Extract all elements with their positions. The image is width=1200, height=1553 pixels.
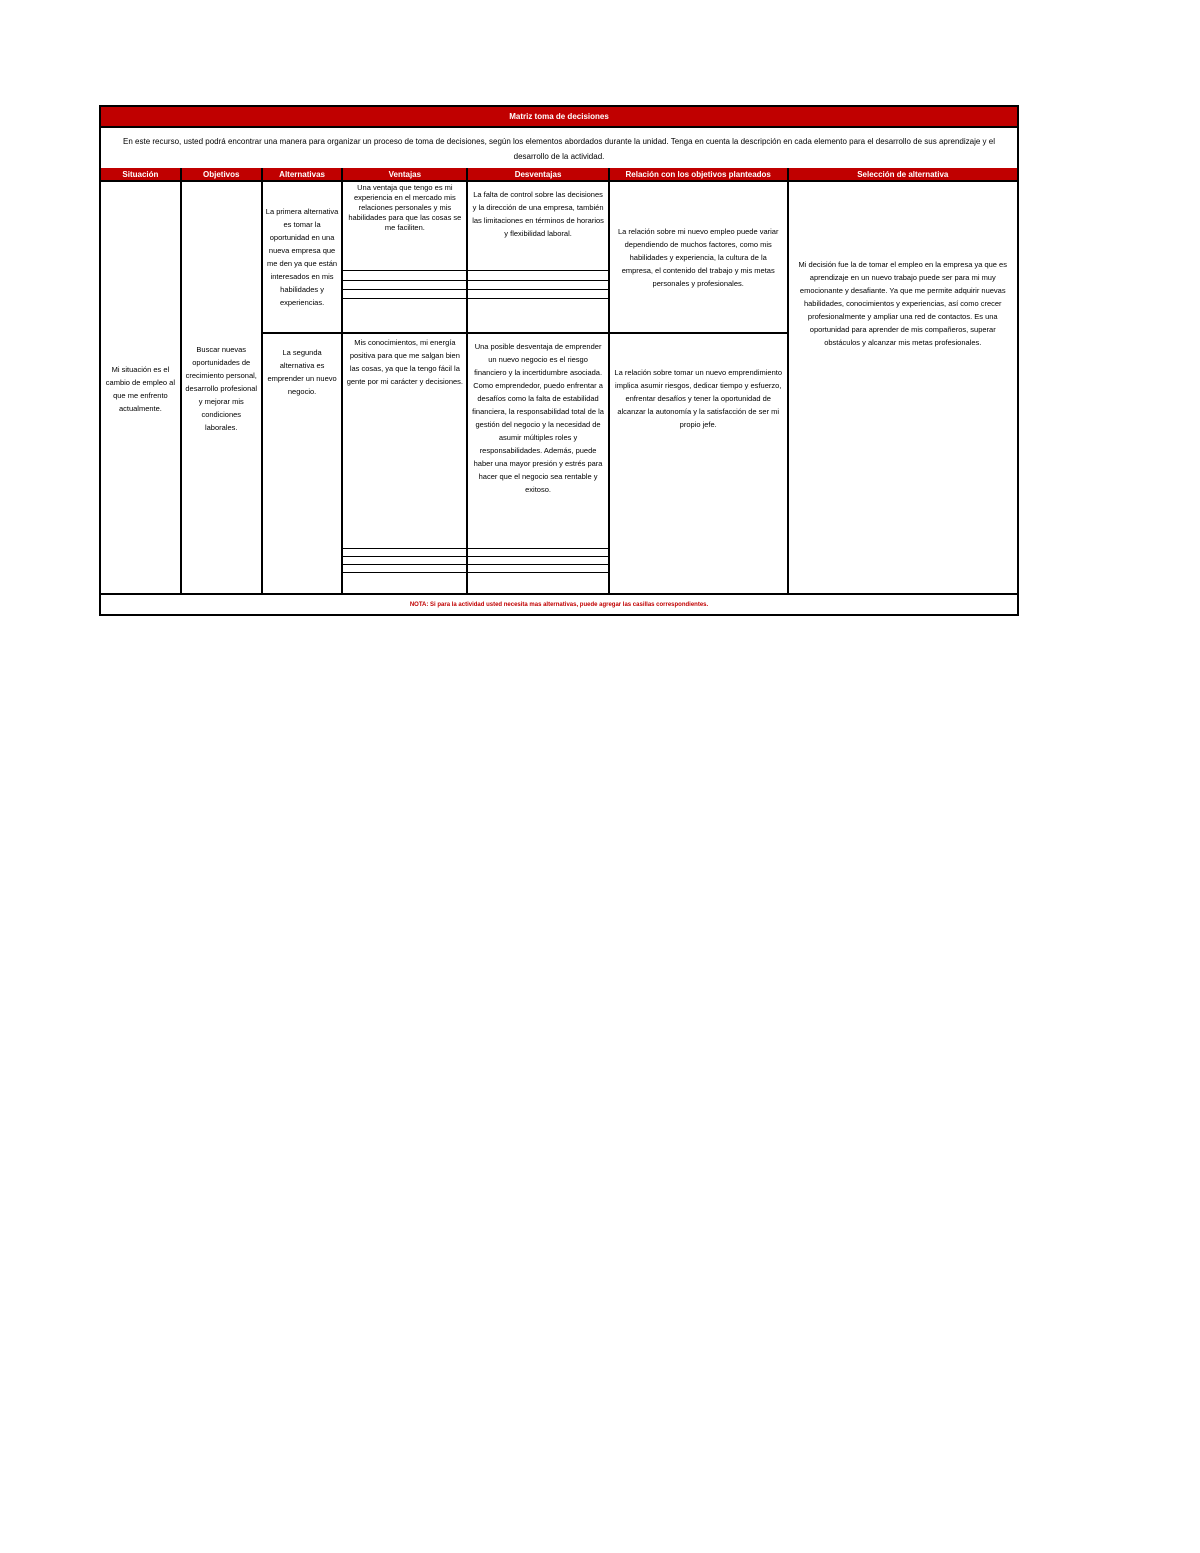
relation-column [610, 182, 789, 595]
disadvantages-column [468, 182, 610, 595]
alternative-2-cell: La segunda alternativa es emprender un nuevo negocio. [267, 348, 337, 396]
advantage-1-cell: Una ventaja que tengo es mi experiencia en el mercado mis relaciones personales y mis habilidades para que las cosas se me faciliten. [348, 183, 462, 232]
alternative-1-cell: La primera alternativa es tomar la oportunidad en una nueva empresa que me den ya que están interesados en mis habilidades y experiencias. [265, 207, 339, 307]
header-alternatives: Alternativas [263, 168, 344, 180]
disadvantage-1-cell: La falta de control sobre las decisiones y la dirección de una empresa, también las limitaciones en términos de horarios y flexibilidad laboral. [472, 190, 604, 238]
advantages-column [343, 182, 468, 595]
situation-cell: Mi situación es el cambio de empleo al que me enfrento actualmente. [105, 364, 176, 413]
note-footer: NOTA: Si para la actividad usted necesita mas alternativas, puede agregar las casillas correspondientes. [101, 593, 1017, 614]
header-relation: Relación con los objetivos planteados [610, 168, 789, 180]
situation-column [101, 182, 182, 595]
relation-1-cell: La relación sobre mi nuevo empleo puede variar dependiendo de muchos factores, como mis habilidades y experiencia, la cultura de la empresa, el contenido del trabajo y mis metas personales y profesionales. [617, 226, 779, 288]
column-headers [101, 168, 1017, 182]
advantage-2-cell: Mis conocimientos, mi energía positiva para que me salgan bien las cosas, ya que la tengo fácil la gente por mi carácter y decisiones. [346, 338, 463, 386]
objectives-column [182, 182, 263, 595]
decision-matrix-sheet [99, 105, 1019, 616]
matrix-title: Matriz toma de decisiones [101, 107, 1017, 128]
selection-column [789, 182, 1018, 595]
intro-text: En este recurso, usted podrá encontrar una manera para organizar un proceso de toma de decisiones, según los elementos abordados durante la unidad. Tenga en cuenta la descripción en cada elemento para el desarrollo de sus aprendizaje y el desarrollo de la actividad. [101, 128, 1017, 173]
disadvantage-2-cell: Una posible desventaja de emprender un nuevo negocio es el riesgo financiero y la incertidumbre asociada. Como emprendedor, puedo enfrentar a desafíos como la falta de estabilidad financiera, la responsabilidad total de la gestión del negocio y la necesidad de asumir múltiples roles y responsabilidades. Además, puede haber una mayor presión y estrés para hacer que el negocio sea rentable y exitoso. [472, 342, 604, 494]
header-situation: Situación [101, 168, 182, 180]
header-objectives: Objetivos [182, 168, 263, 180]
header-disadvantages: Desventajas [468, 168, 610, 180]
matrix-body [101, 182, 1017, 595]
header-advantages: Ventajas [343, 168, 468, 180]
selection-cell: Mi decisión fue la de tomar el empleo en la empresa ya que es aprendizaje en un nuevo trabajo puede ser para mi muy emocionante y desafiante. Ya que me permite adquirir nuevas habilidades, conocimientos y experiencias, así como crecer profesionalmente y ampliar una red de contactos. Es una oportunidad para aprender de mis compañeros, superar obstáculos y alcanzar mis metas profesionales. [798, 260, 1007, 347]
alternatives-column [263, 182, 344, 595]
relation-2-cell: La relación sobre tomar un nuevo emprendimiento implica asumir riesgos, dedicar tiempo y esfuerzo, enfrentar desafíos y tener la oportunidad de alcanzar la autonomía y la satisfacción de ser mi propio jefe. [614, 368, 783, 429]
header-selection: Selección de alternativa [789, 168, 1018, 180]
objectives-cell: Buscar nuevas oportunidades de crecimiento personal, desarrollo profesional y mejorar mis condiciones laborales. [185, 345, 258, 432]
